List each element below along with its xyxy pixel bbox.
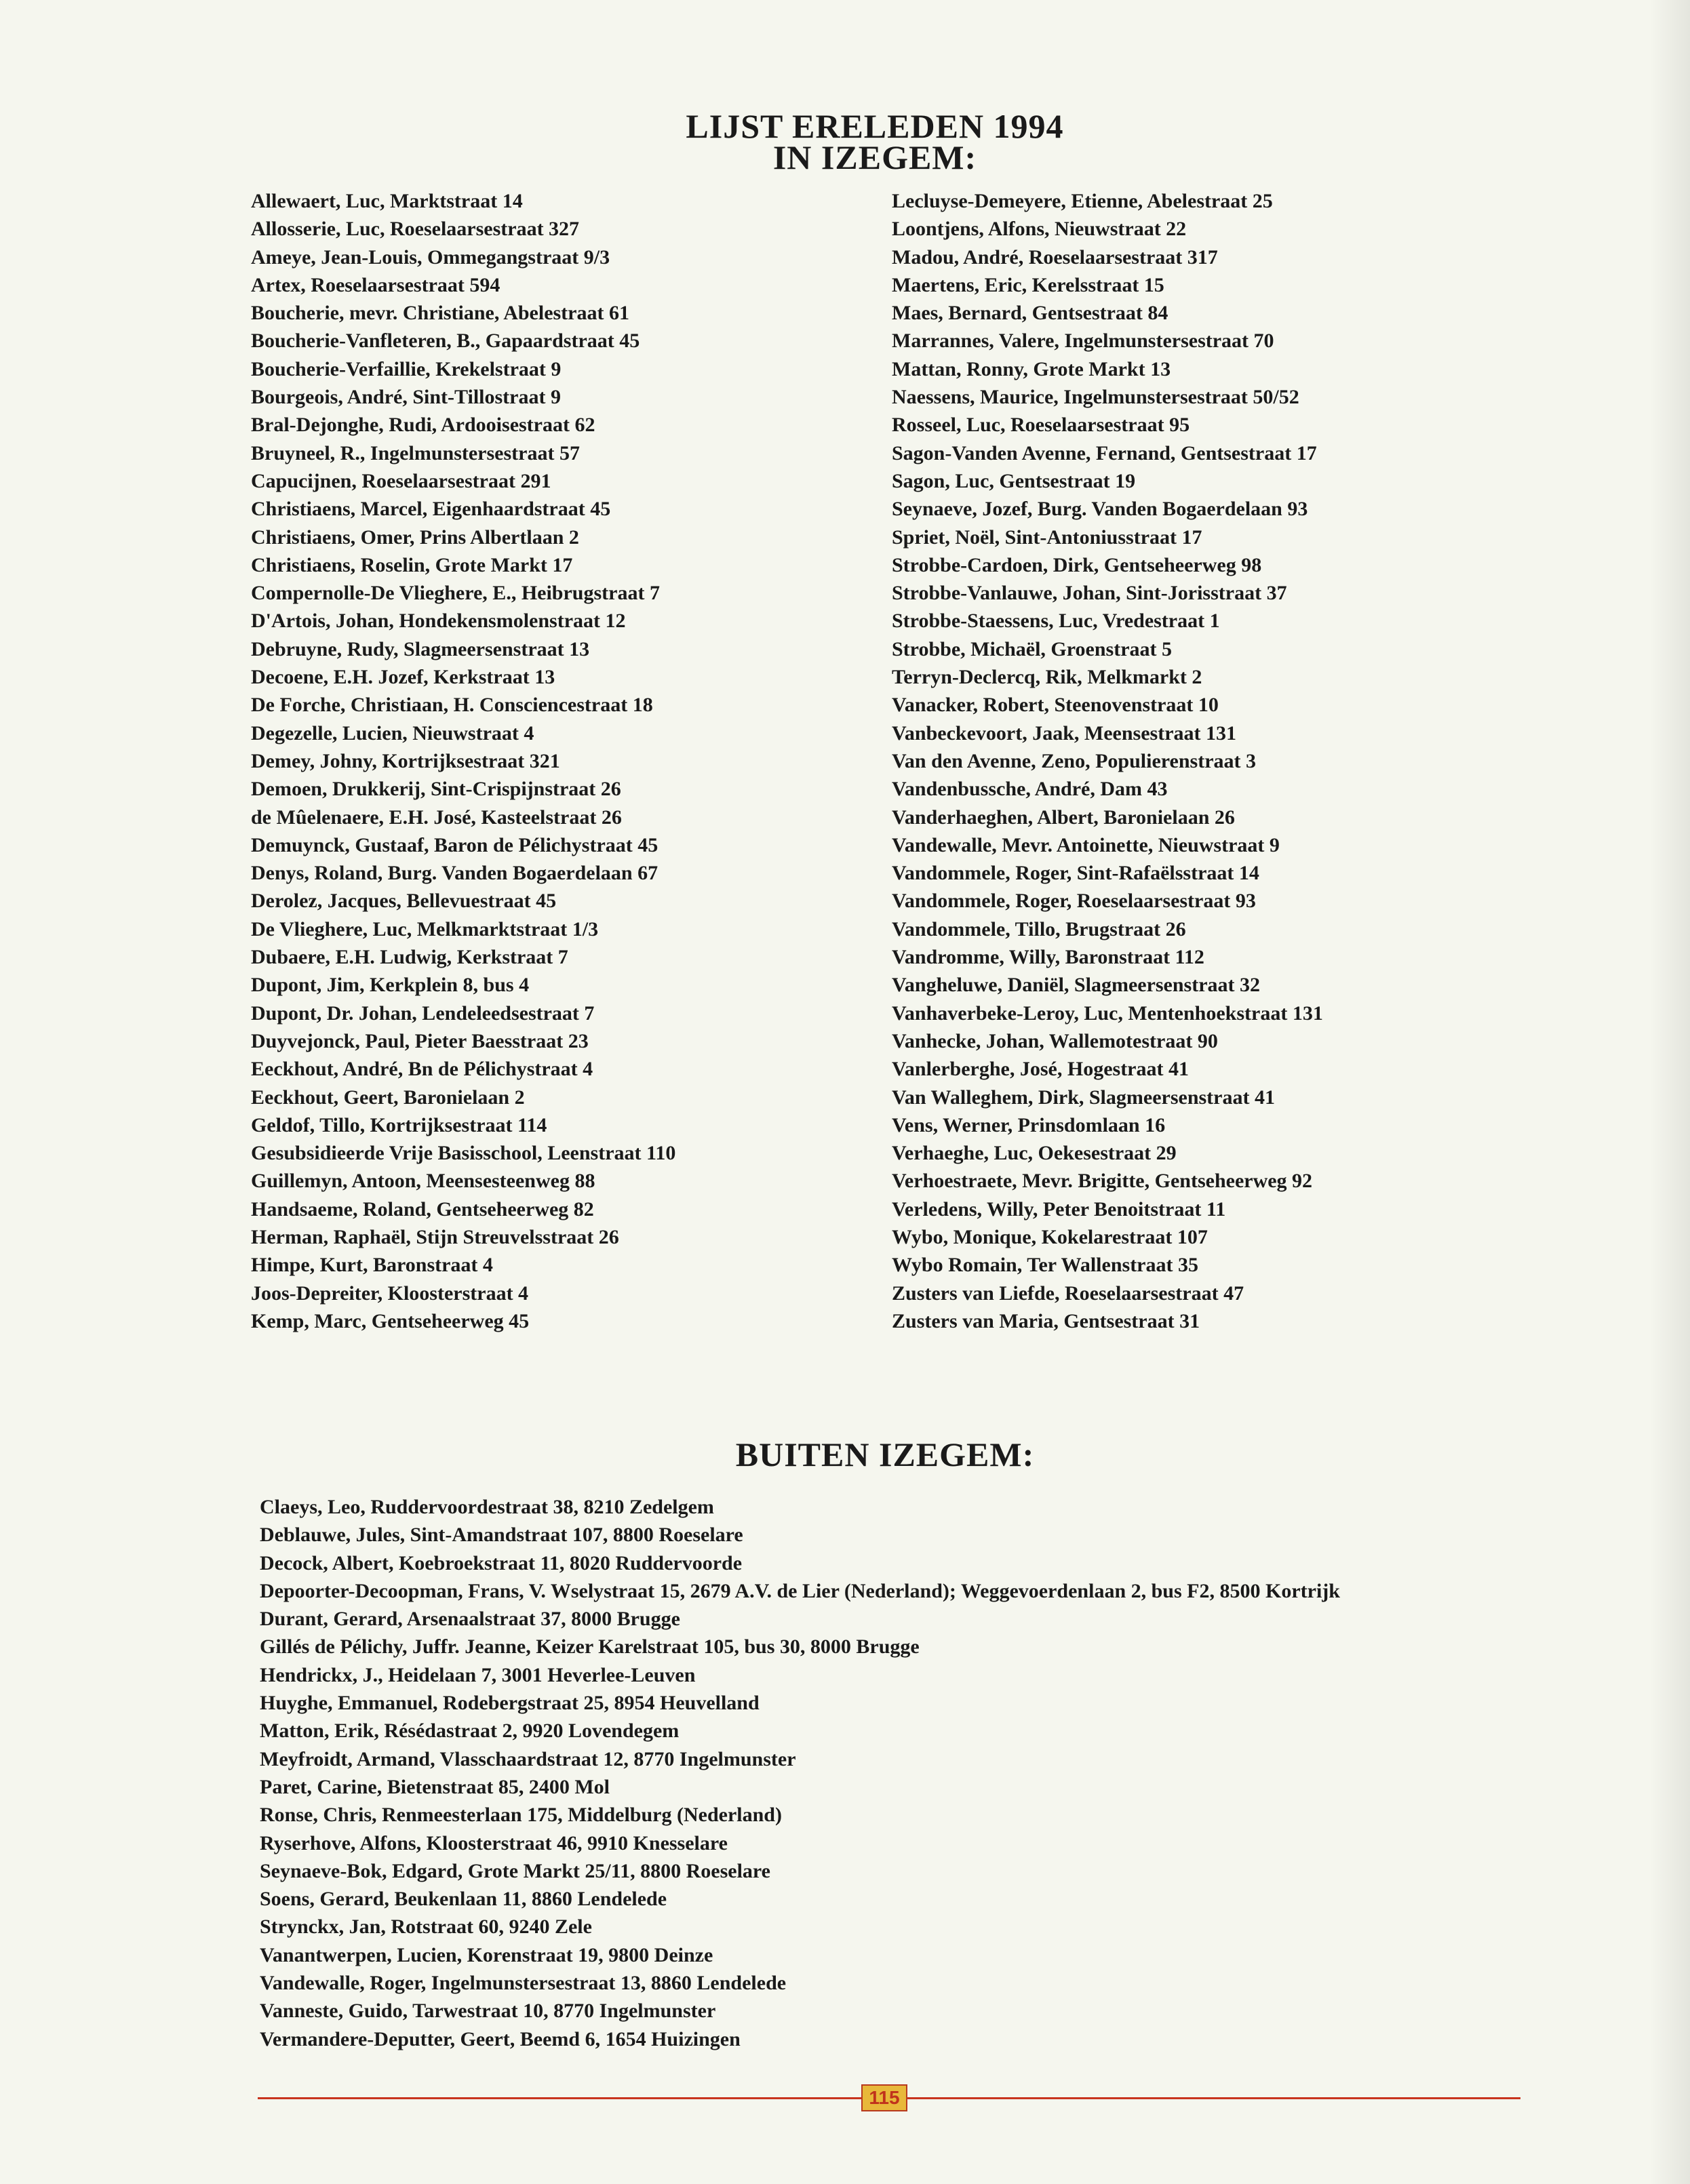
- list-item: Boucherie, mevr. Christiane, Abelestraat 61: [251, 302, 629, 325]
- list-item: Vandommele, Tillo, Brugstraat 26: [892, 917, 1186, 940]
- list-item: Christiaens, Omer, Prins Albertlaan 2: [251, 525, 579, 549]
- list-item: Demoen, Drukkerij, Sint-Crispijnstraat 26: [251, 778, 621, 801]
- page-subtitle-izegem: IN IZEGEM:: [772, 138, 977, 176]
- list-item: Vangheluwe, Daniël, Slagmeersenstraat 32: [892, 974, 1261, 997]
- list-item: Meyfroidt, Armand, Vlasschaardstraat 12, 8770 Ingelmunster: [260, 1747, 796, 1770]
- list-item: Derolez, Jacques, Bellevuestraat 45: [251, 890, 557, 913]
- list-item: Vandewalle, Mevr. Antoinette, Nieuwstraat 9: [892, 833, 1280, 856]
- list-item: Rosseel, Luc, Roeselaarsestraat 95: [892, 414, 1190, 437]
- list-item: Vanacker, Robert, Steenovenstraat 10: [892, 694, 1219, 717]
- list-item: Zusters van Maria, Gentsestraat 31: [892, 1309, 1200, 1332]
- list-item: Bral-Dejonghe, Rudi, Ardooisestraat 62: [251, 414, 595, 437]
- list-item: Boucherie-Verfaillie, Krekelstraat 9: [251, 357, 562, 380]
- list-item: Ryserhove, Alfons, Kloosterstraat 46, 9910 Knesselare: [260, 1831, 728, 1854]
- list-item: Strobbe-Staessens, Luc, Vredestraat 1: [892, 610, 1220, 633]
- list-item: Strynckx, Jan, Rotstraat 60, 9240 Zele: [260, 1915, 592, 1939]
- list-item: Sagon, Luc, Gentsestraat 19: [892, 469, 1136, 492]
- list-item: Himpe, Kurt, Baronstraat 4: [251, 1254, 493, 1277]
- list-item: Wybo Romain, Ter Wallenstraat 35: [892, 1254, 1198, 1277]
- list-item: Huyghe, Emmanuel, Rodebergstraat 25, 8954 Heuvelland: [260, 1692, 760, 1715]
- list-item: Degezelle, Lucien, Nieuwstraat 4: [251, 721, 534, 744]
- list-item: Mattan, Ronny, Grote Markt 13: [892, 357, 1171, 380]
- list-item: Demuynck, Gustaaf, Baron de Pélichystraat 45: [251, 833, 659, 856]
- list-item: Christiaens, Marcel, Eigenhaardstraat 45: [251, 498, 611, 521]
- list-item: Gesubsidieerde Vrije Basisschool, Leenstraat 110: [251, 1142, 676, 1165]
- list-item: Guillemyn, Antoon, Meensesteenweg 88: [251, 1170, 595, 1193]
- list-item: Demey, Johny, Kortrijksestraat 321: [251, 749, 560, 772]
- list-item: Kemp, Marc, Gentseheerweg 45: [251, 1309, 530, 1332]
- list-item: Vanderhaeghen, Albert, Baronielaan 26: [892, 806, 1235, 829]
- list-item: Vandewalle, Roger, Ingelmunstersestraat 13, 8860 Lendelede: [260, 1972, 787, 1995]
- list-item: Strobbe, Michaël, Groenstraat 5: [892, 637, 1173, 660]
- list-item: Duyvejonck, Paul, Pieter Baesstraat 23: [251, 1029, 589, 1052]
- footer-rule-left: [258, 2097, 861, 2099]
- list-item: Sagon-Vanden Avenne, Fernand, Gentsestraat 17: [892, 441, 1317, 464]
- list-item: Ronse, Chris, Renmeesterlaan 175, Middelburg (Nederland): [260, 1804, 782, 1827]
- list-item: Vanhecke, Johan, Wallemotestraat 90: [892, 1029, 1218, 1052]
- list-item: Dupont, Jim, Kerkplein 8, bus 4: [251, 974, 530, 997]
- page-title: LIJST ERELEDEN 1994: [686, 107, 1064, 145]
- buiten-izegem-list: [260, 1493, 1340, 2053]
- list-item: Van den Avenne, Zeno, Populierenstraat 3: [892, 749, 1256, 772]
- page-edge-shadow: [1649, 0, 1690, 2184]
- list-item: Gillés de Pélichy, Juffr. Jeanne, Keizer Karelstraat 105, bus 30, 8000 Brugge: [260, 1635, 920, 1659]
- list-item: Claeys, Leo, Ruddervoordestraat 38, 8210 Zedelgem: [260, 1496, 714, 1518]
- list-item: Bruyneel, R., Ingelmunstersestraat 57: [251, 441, 580, 464]
- list-item: Maertens, Eric, Kerelsstraat 15: [892, 273, 1164, 296]
- list-item: Handsaeme, Roland, Gentseheerweg 82: [251, 1197, 594, 1220]
- list-item: Allewaert, Luc, Marktstraat 14: [251, 190, 523, 212]
- list-item: Geldof, Tillo, Kortrijksestraat 114: [251, 1113, 547, 1136]
- list-item: Madou, André, Roeselaarsestraat 317: [892, 245, 1218, 269]
- list-item: Verhaeghe, Luc, Oekesestraat 29: [892, 1142, 1177, 1165]
- list-item: Decoene, E.H. Jozef, Kerkstraat 13: [251, 666, 555, 689]
- list-item: Vanneste, Guido, Tarwestraat 10, 8770 Ingelmunster: [260, 2000, 716, 2023]
- list-item: Spriet, Noël, Sint-Antoniusstraat 17: [892, 525, 1202, 549]
- list-item: Terryn-Declercq, Rik, Melkmarkt 2: [892, 666, 1202, 689]
- page-number: 115: [861, 2084, 907, 2111]
- list-item: Strobbe-Cardoen, Dirk, Gentseheerweg 98: [892, 553, 1262, 576]
- list-item: Denys, Roland, Burg. Vanden Bogaerdelaan 67: [251, 862, 659, 885]
- list-item: Decock, Albert, Koebroekstraat 11, 8020 Ruddervoorde: [260, 1551, 743, 1574]
- izegem-list-right: [892, 187, 1323, 1335]
- list-item: Maes, Bernard, Gentsestraat 84: [892, 302, 1168, 325]
- list-item: Loontjens, Alfons, Nieuwstraat 22: [892, 218, 1187, 241]
- list-item: Durant, Gerard, Arsenaalstraat 37, 8000 Brugge: [260, 1608, 680, 1631]
- list-item: Vandromme, Willy, Baronstraat 112: [892, 946, 1204, 969]
- list-item: Strobbe-Vanlauwe, Johan, Sint-Jorisstraat 37: [892, 582, 1287, 605]
- list-item: Seynaeve-Bok, Edgard, Grote Markt 25/11, 8800 Roeselare: [260, 1859, 770, 1882]
- list-item: Vermandere-Deputter, Geert, Beemd 6, 1654 Huizingen: [260, 2027, 741, 2050]
- list-item: Dupont, Dr. Johan, Lendeleedsestraat 7: [251, 1001, 595, 1025]
- list-item: Bourgeois, André, Sint-Tillostraat 9: [251, 386, 561, 409]
- list-item: Allosserie, Luc, Roeselaarsestraat 327: [251, 218, 580, 241]
- list-item: de Mûelenaere, E.H. José, Kasteelstraat 26: [251, 806, 622, 829]
- list-item: Naessens, Maurice, Ingelmunstersestraat 50/52: [892, 386, 1299, 409]
- list-item: Soens, Gerard, Beukenlaan 11, 8860 Lendelede: [260, 1888, 667, 1911]
- list-item: Seynaeve, Jozef, Burg. Vanden Bogaerdelaan 93: [892, 498, 1308, 521]
- list-item: Artex, Roeselaarsestraat 594: [251, 273, 500, 296]
- section-title-buiten-izegem: BUITEN IZEGEM:: [735, 1435, 1035, 1473]
- list-item: Eeckhout, André, Bn de Pélichystraat 4: [251, 1058, 593, 1081]
- list-item: Herman, Raphaël, Stijn Streuvelsstraat 26: [251, 1225, 619, 1248]
- list-item: Capucijnen, Roeselaarsestraat 291: [251, 469, 551, 492]
- list-item: Van Walleghem, Dirk, Slagmeersenstraat 41: [892, 1086, 1275, 1109]
- list-item: D'Artois, Johan, Hondekensmolenstraat 12: [251, 610, 626, 633]
- list-item: Compernolle-De Vlieghere, E., Heibrugstraat 7: [251, 582, 660, 605]
- list-item: Vens, Werner, Prinsdomlaan 16: [892, 1113, 1166, 1136]
- list-item: Christiaens, Roselin, Grote Markt 17: [251, 553, 573, 576]
- list-item: Verhoestraete, Mevr. Brigitte, Gentseheerweg 92: [892, 1170, 1313, 1193]
- izegem-list-left: [251, 187, 675, 1335]
- list-item: Debruyne, Rudy, Slagmeersenstraat 13: [251, 637, 590, 660]
- list-item: Vandommele, Roger, Sint-Rafaëlsstraat 14: [892, 862, 1259, 885]
- list-item: Lecluyse-Demeyere, Etienne, Abelestraat 25: [892, 190, 1273, 212]
- list-item: Depoorter-Decoopman, Frans, V. Wselystraat 15, 2679 A.V. de Lier (Nederland); Weggevoerdenlaan 2, bus F2, 8500 Kortrijk: [260, 1579, 1340, 1602]
- list-item: Vanlerberghe, José, Hogestraat 41: [892, 1058, 1189, 1081]
- list-item: Eeckhout, Geert, Baronielaan 2: [251, 1086, 525, 1109]
- list-item: Vanbeckevoort, Jaak, Meensestraat 131: [892, 721, 1236, 744]
- list-item: Hendrickx, J., Heidelaan 7, 3001 Heverlee-Leuven: [260, 1663, 696, 1686]
- list-item: Joos-Depreiter, Kloosterstraat 4: [251, 1282, 529, 1305]
- list-item: Ameye, Jean-Louis, Ommegangstraat 9/3: [251, 245, 610, 269]
- list-item: Marrannes, Valere, Ingelmunstersestraat 70: [892, 330, 1274, 353]
- list-item: Vanantwerpen, Lucien, Korenstraat 19, 9800 Deinze: [260, 1943, 713, 1966]
- list-item: Matton, Erik, Résédastraat 2, 9920 Lovendegem: [260, 1720, 680, 1743]
- list-item: Vandommele, Roger, Roeselaarsestraat 93: [892, 890, 1256, 913]
- list-item: Paret, Carine, Bietenstraat 85, 2400 Mol: [260, 1775, 610, 1798]
- list-item: Zusters van Liefde, Roeselaarsestraat 47: [892, 1282, 1244, 1305]
- list-item: Vandenbussche, André, Dam 43: [892, 778, 1168, 801]
- list-item: Vanhaverbeke-Leroy, Luc, Mentenhoekstraat 131: [892, 1001, 1323, 1025]
- list-item: Deblauwe, Jules, Sint-Amandstraat 107, 8800 Roeselare: [260, 1524, 743, 1547]
- list-item: Boucherie-Vanfleteren, B., Gapaardstraat 45: [251, 330, 640, 353]
- list-item: De Forche, Christiaan, H. Consciencestraat 18: [251, 694, 653, 717]
- list-item: Dubaere, E.H. Ludwig, Kerkstraat 7: [251, 946, 568, 969]
- list-item: Verledens, Willy, Peter Benoitstraat 11: [892, 1197, 1226, 1220]
- list-item: De Vlieghere, Luc, Melkmarktstraat 1/3: [251, 917, 599, 940]
- footer-rule-right: [907, 2097, 1520, 2099]
- list-item: Wybo, Monique, Kokelarestraat 107: [892, 1225, 1208, 1248]
